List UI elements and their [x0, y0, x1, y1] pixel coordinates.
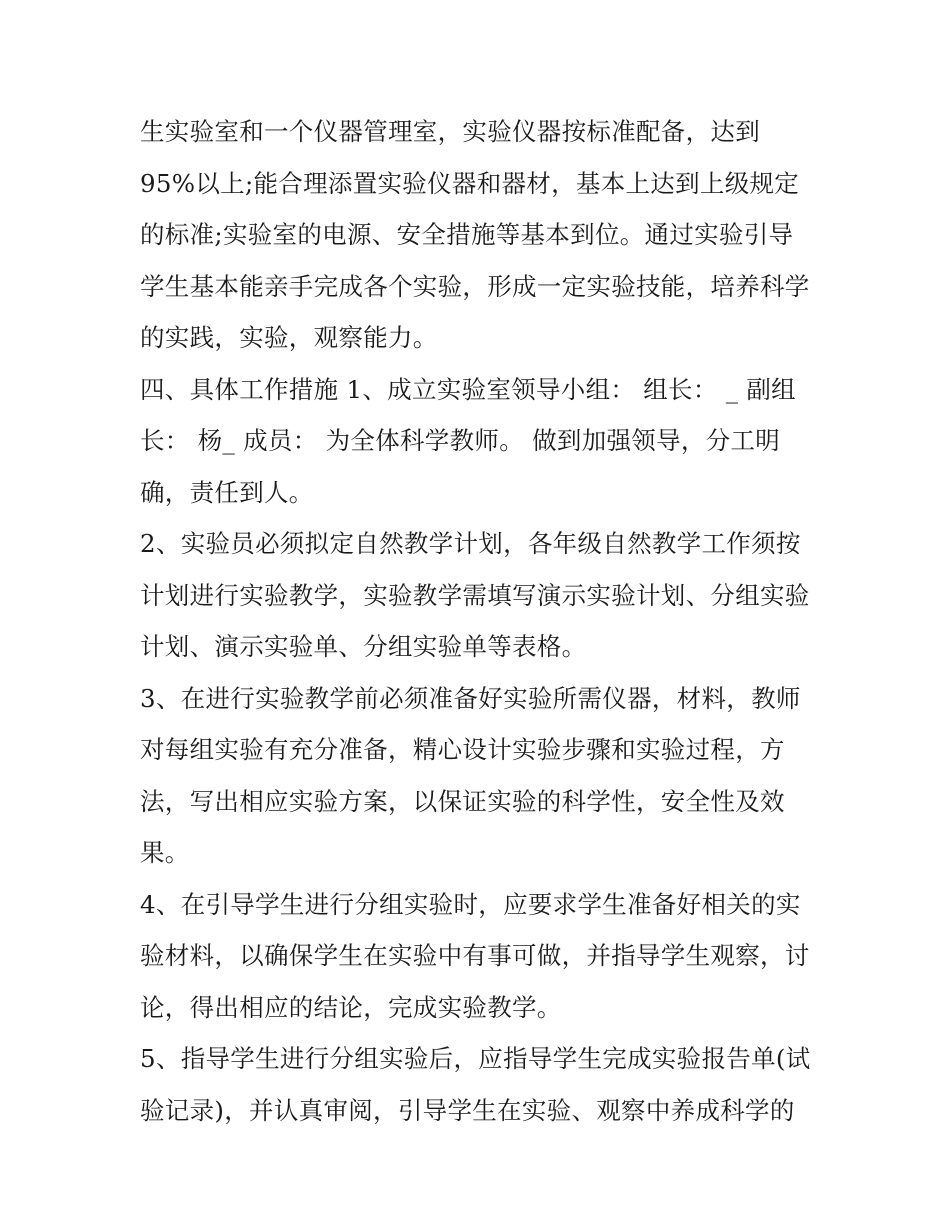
text-line: 的标准;实验室的电源、安全措施等基本到位。通过实验引导: [140, 220, 794, 249]
text-line: 学生基本能亲手完成各个实验，形成一定实验技能，培养科学: [140, 271, 810, 301]
text-line: 生实验室和一个仪器管理室，实验仪器按标准配备，达到: [140, 117, 760, 146]
text-line: 法，写出相应实验方案，以保证实验的科学性，安全性及效: [140, 786, 785, 816]
text-line: 计划、演示实验单、分组实验单等表格。: [140, 632, 587, 661]
text-line: 确，责任到人。: [140, 477, 314, 507]
document-body: [140, 106, 820, 1136]
text-line: 的实践，实验，观察能力。: [140, 323, 438, 352]
list-item-3-line: 3、在进行实验教学前必须准备好实验所需仪器，材料，教师: [140, 683, 801, 713]
text-line: 95%以上;能合理添置实验仪器和器材，基本上达到上级规定: [140, 168, 800, 198]
list-item-5-line: 5、指导学生进行分组实验后，应指导学生完成实验报告单(试: [140, 1044, 811, 1073]
text-line: 验材料，以确保学生在实验中有事可做，并指导学生观察，讨: [140, 941, 810, 970]
text-line: 计划进行实验教学，实验教学需填写演示实验计划、分组实验: [140, 580, 810, 610]
text-line: 论，得出相应的结论，完成实验教学。: [140, 992, 562, 1022]
text-line: 长： 杨_ 成员： 为全体科学教师。 做到加强领导，分工明: [140, 426, 781, 455]
list-item-2-line: 2、实验员必须拟定自然教学计划，各年级自然教学工作须按: [140, 529, 801, 558]
section-heading-line: 四、具体工作措施 1、成立实验室领导小组： 组长： _ 副组: [140, 374, 796, 404]
list-item-4-line: 4、在引导学生进行分组实验时，应要求学生准备好相关的实: [140, 889, 801, 919]
text-line: 对每组实验有充分准备，精心设计实验步骤和实验过程，方: [140, 735, 785, 764]
text-line: 验记录)，并认真审阅，引导学生在实验、观察中养成科学的: [140, 1095, 795, 1125]
text-line: 果。: [140, 838, 190, 867]
